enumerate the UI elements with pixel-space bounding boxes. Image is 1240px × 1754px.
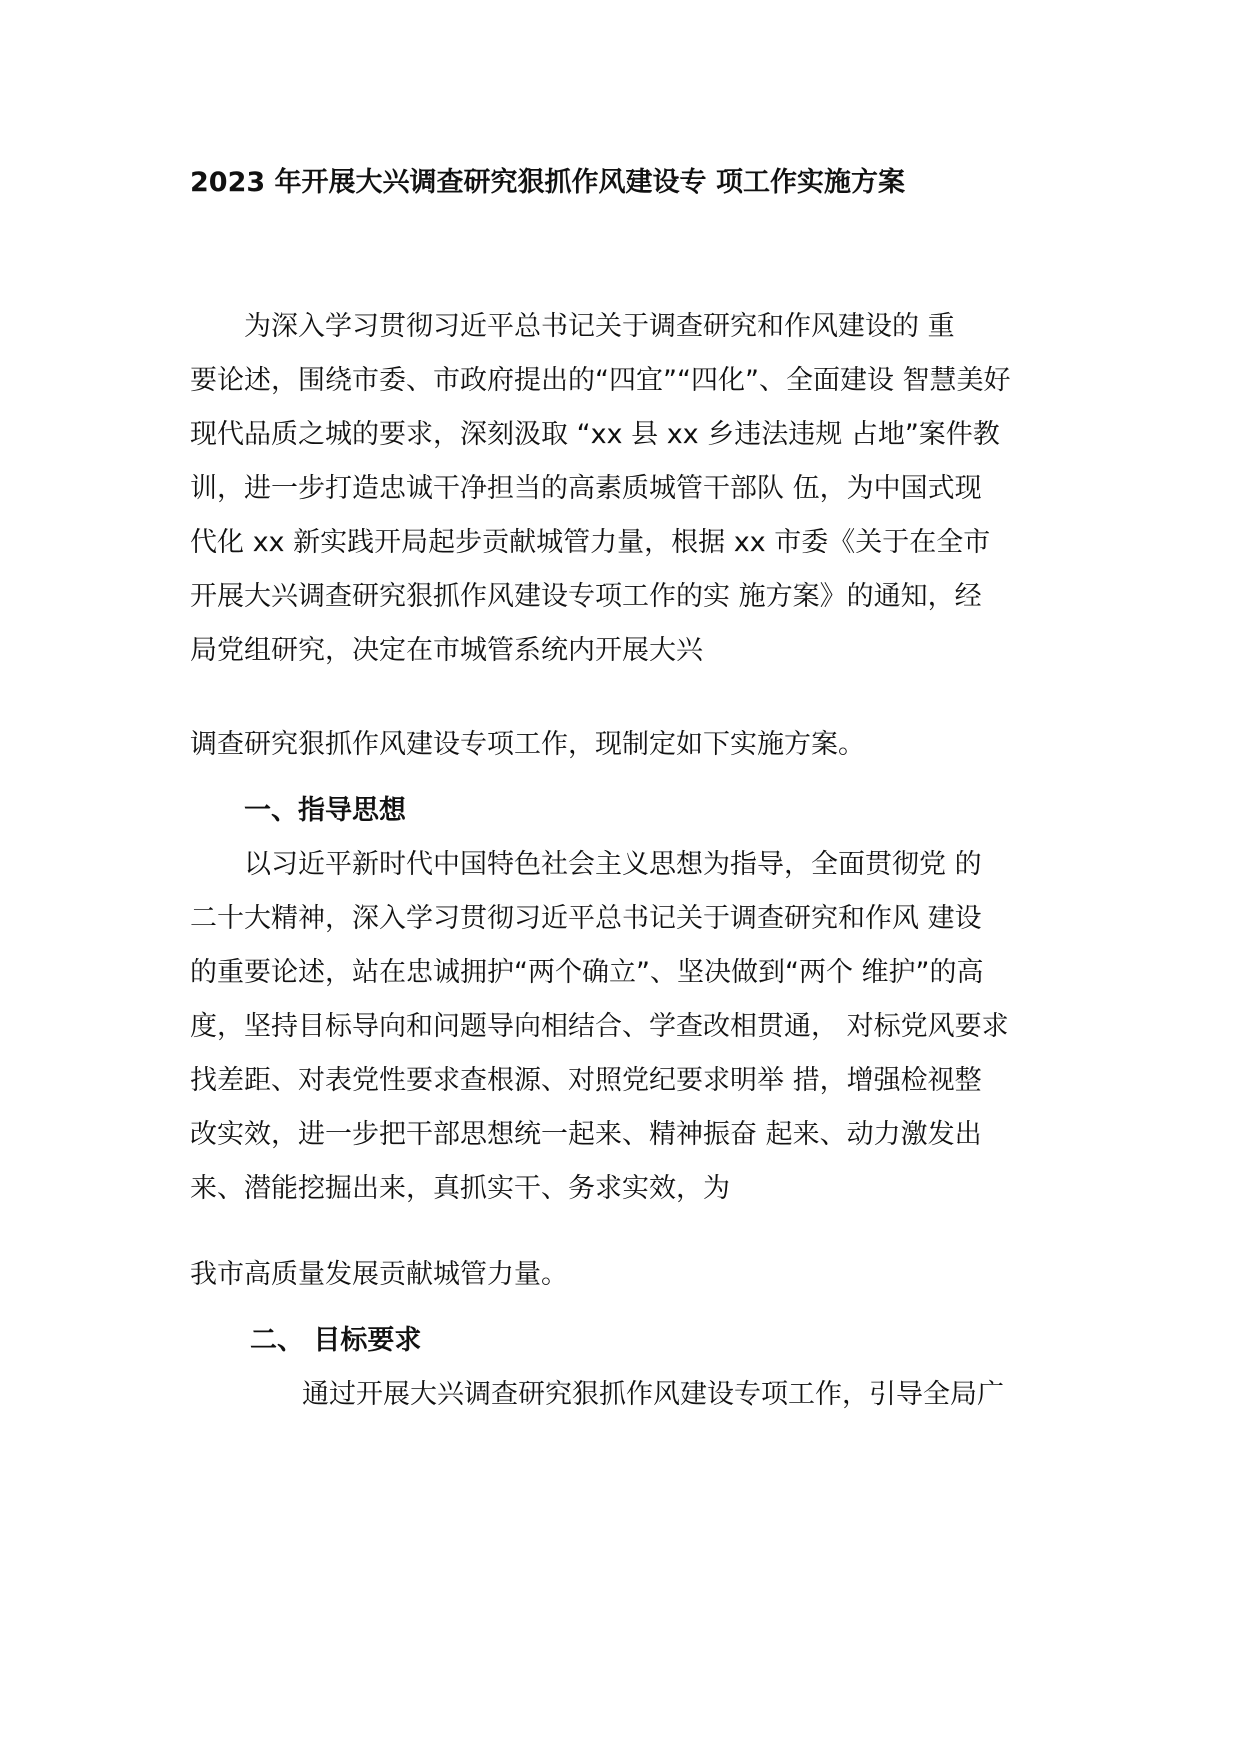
intro-line: 现代品质之城的要求，深刻汲取 “xx 县 xx 乡违法违规 占地”案件教	[190, 419, 1000, 450]
section1-tail-line: 我市高质量发展贡献城管力量。	[190, 1259, 568, 1290]
section-heading-goals: 二、 目标要求	[250, 1325, 422, 1356]
intro-line: 开展大兴调查研究狠抓作风建设专项工作的实 施方案》的通知，经	[190, 581, 982, 612]
section-heading-guiding-thought: 一、指导思想	[244, 795, 406, 826]
section1-line: 以习近平新时代中国特色社会主义思想为指导，全面贯彻党 的	[244, 849, 982, 880]
section1-line: 的重要论述，站在忠诚拥护“两个确立”、坚决做到“两个 维护”的高	[190, 957, 984, 988]
section1-line: 找差距、对表党性要求查根源、对照党纪要求明举 措，增强检视整	[190, 1065, 982, 1096]
intro-line: 代化 xx 新实践开局起步贡献城管力量，根据 xx 市委《关于在全市	[190, 527, 991, 558]
intro-paragraph	[190, 300, 1050, 678]
section1-line: 二十大精神，深入学习贯彻习近平总书记关于调查研究和作风 建设	[190, 903, 982, 934]
intro-paragraph-tail	[190, 718, 1050, 772]
section2-line: 通过开展大兴调查研究狠抓作风建设专项工作，引导全局广	[302, 1379, 1004, 1410]
intro-line: 局党组研究，决定在市城管系统内开展大兴	[190, 635, 703, 666]
intro-line: 要论述，围绕市委、市政府提出的“四宜”“四化”、全面建设 智慧美好	[190, 365, 1011, 396]
section1-line: 来、潜能挖掘出来，真抓实干、务求实效，为	[190, 1173, 730, 1204]
intro-line: 为深入学习贯彻习近平总书记关于调查研究和作风建设的 重	[244, 311, 955, 342]
intro-line: 训，进一步打造忠诚干净担当的高素质城管干部队 伍，为中国式现	[190, 473, 982, 504]
section1-paragraph-tail	[190, 1248, 1050, 1302]
intro-tail-line: 调查研究狠抓作风建设专项工作，现制定如下实施方案。	[190, 729, 865, 760]
document-title: 2023 年开展大兴调查研究狠抓作风建设专 项工作实施方案	[190, 167, 905, 198]
section1-line: 改实效，进一步把干部思想统一起来、精神振奋 起来、动力激发出	[190, 1119, 982, 1150]
section2-paragraph	[302, 1368, 1062, 1422]
section1-paragraph	[190, 838, 1050, 1216]
section1-line: 度，坚持目标导向和问题导向相结合、学查改相贯通， 对标党风要求	[190, 1011, 1009, 1042]
